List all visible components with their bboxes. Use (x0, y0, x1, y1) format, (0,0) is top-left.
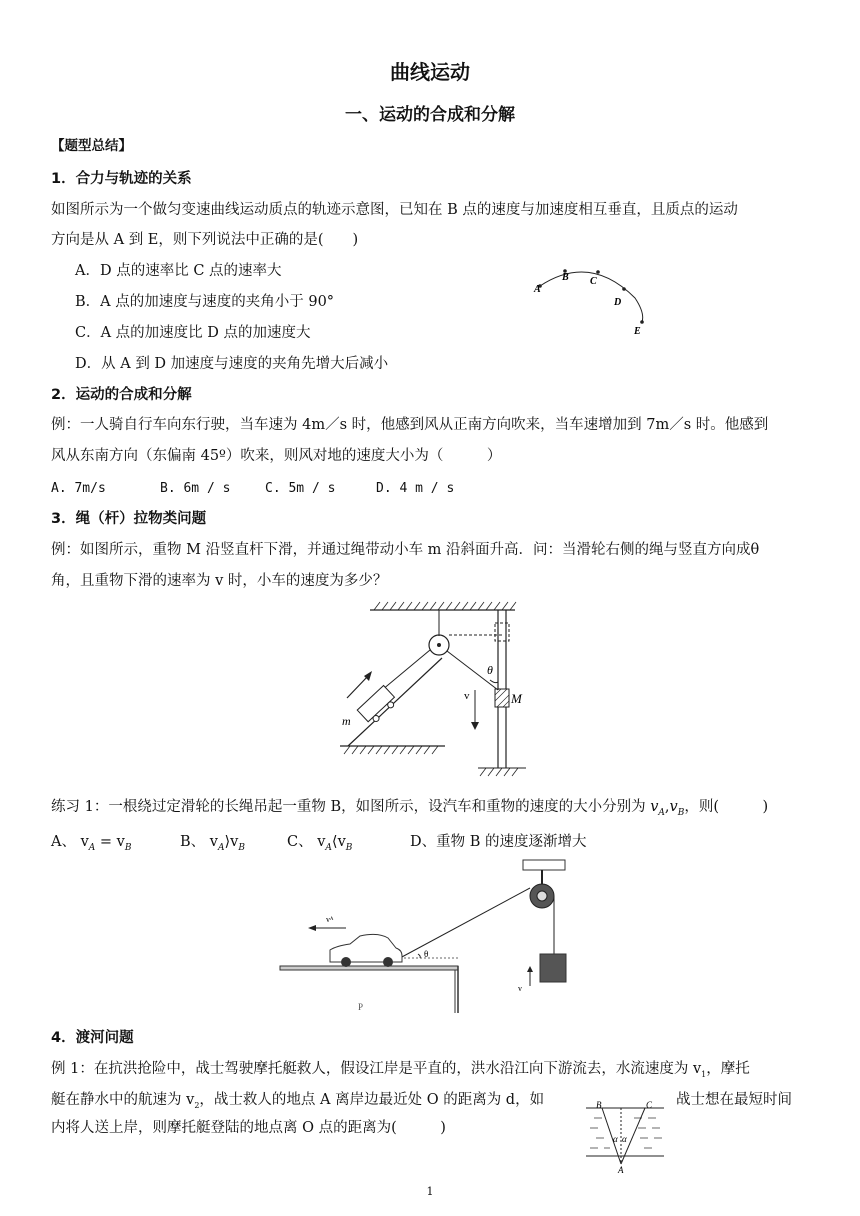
theta-label: θ (487, 663, 493, 677)
document-title: 曲线运动 (390, 60, 470, 84)
section-title: 一、运动的合成和分解 (345, 105, 515, 125)
q2-line2: 风从东南方向（东偏南 45º）吹来，则风对地的速度大小为（ ） (51, 448, 502, 464)
q2-option-b: B. 6m / s (160, 481, 231, 496)
river-c-label: C (646, 1100, 653, 1110)
summary-heading: 【题型总结】 (51, 138, 132, 154)
mass-m-big-label: M (511, 691, 522, 706)
ex1-line: 练习 1：一根绕过定滑轮的长绳吊起一重物 B，如图所示，设汽车和重物的速度的大小分别为 $v_A,v_B$，则( ) (51, 799, 769, 818)
q4-line3: 内将人送上岸，则摩托艇登陆的地点离 O 点的距离为( ) (51, 1120, 446, 1136)
v-label: v (464, 690, 470, 702)
vb-label: v (518, 984, 522, 993)
q1-option-c: C．A 点的加速度比 D 点的加速度大 (75, 325, 311, 341)
label-b: B (562, 272, 569, 283)
heading-composition: 2．运动的合成和分解 (51, 387, 192, 403)
river-alpha-right: α (622, 1134, 627, 1144)
heading-river-crossing: 4．渡河问题 (51, 1030, 134, 1046)
q3-line2: 角，且重物下滑的速率为 v 时，小车的速度为多少？ (51, 573, 388, 589)
ex1-text: 练习 1：一根绕过定滑轮的长绳吊起一重物 B，如图所示，设汽车和重物的速度的大小分别为 (51, 799, 646, 815)
page-number: 1 (426, 1185, 434, 1198)
label-a: A (534, 284, 541, 295)
q2-option-a: A. 7m/s (51, 481, 106, 496)
ex1-option-b: B、 $v_A⟩v_B$ (180, 834, 245, 853)
ex1-option-d: D、重物 B 的速度逐渐增大 (410, 834, 587, 850)
ex1-tail: ，则( ) (684, 799, 769, 815)
q1-option-a: A．D 点的速率比 C 点的速率大 (75, 263, 282, 279)
q1-stem-line1: 如图所示为一个做匀变速曲线运动质点的轨迹示意图，已知在 B 点的速度与加速度相互垂直，且质点的运动 (51, 202, 738, 218)
q4-line1: 例 1：在抗洪抢险中，战士驾驶摩托艇救人，假设江岸是平直的，洪水沿江向下游流去，水流速度为 $v_1$，摩托 (51, 1061, 750, 1079)
q4-line2-right: 战士想在最短时间 (676, 1092, 792, 1108)
ex1-option-a: A、 $v_A = v_B$ (51, 834, 132, 853)
river-a-label: A (618, 1165, 624, 1174)
cart-m-label: m (342, 714, 351, 728)
ex1-option-c: C、 $v_A⟨v_B$ (287, 834, 353, 853)
ex1-var-a: $v_A$ (650, 799, 665, 818)
q1-option-b: B．A 点的加速度与速度的夹角小于 90° (75, 294, 335, 310)
pulley-slope-figure (330, 598, 530, 778)
q2-line1: 例：一人骑自行车向东行驶，当车速为 4m／s 时，他感到风从正南方向吹来，当车速增加到 7m／s 时。他感到 (51, 417, 769, 433)
q1-option-d: D．从 A 到 D 加速度与速度的夹角先增大后减小 (75, 356, 389, 372)
p-label: P (358, 1002, 364, 1012)
ex1-var-b: $v_B$ (669, 799, 685, 818)
car-pulley-figure (278, 858, 578, 1018)
theta2-label: θ (424, 949, 429, 959)
label-e: E (634, 326, 641, 337)
q2-option-d: D. 4 m / s (376, 481, 455, 496)
river-alpha-left: α (613, 1134, 618, 1144)
river-b-label: B (596, 1100, 602, 1110)
q1-stem-line2: 方向是从 A 到 E，则下列说法中正确的是( ) (51, 232, 359, 248)
label-d: D (614, 297, 622, 308)
va-label: vᴬ (326, 915, 334, 924)
q2-option-c: C. 5m / s (265, 481, 336, 496)
heading-force-trajectory: 1．合力与轨迹的关系 (51, 171, 192, 187)
trajectory-figure (520, 258, 660, 338)
heading-rope-problems: 3．绳（杆）拉物类问题 (51, 511, 207, 527)
river-figure (578, 1098, 668, 1174)
q4-line2: 艇在静水中的航速为 $v_2$，战士救人的地点 A 离岸边最近处 O 的距离为 d，如 (51, 1092, 545, 1110)
q3-line1: 例：如图所示，重物 M 沿竖直杆下滑，并通过绳带动小车 m 沿斜面升高．问：当滑轮右侧的绳与竖直方向成θ (51, 542, 760, 558)
label-c: C (590, 276, 597, 287)
